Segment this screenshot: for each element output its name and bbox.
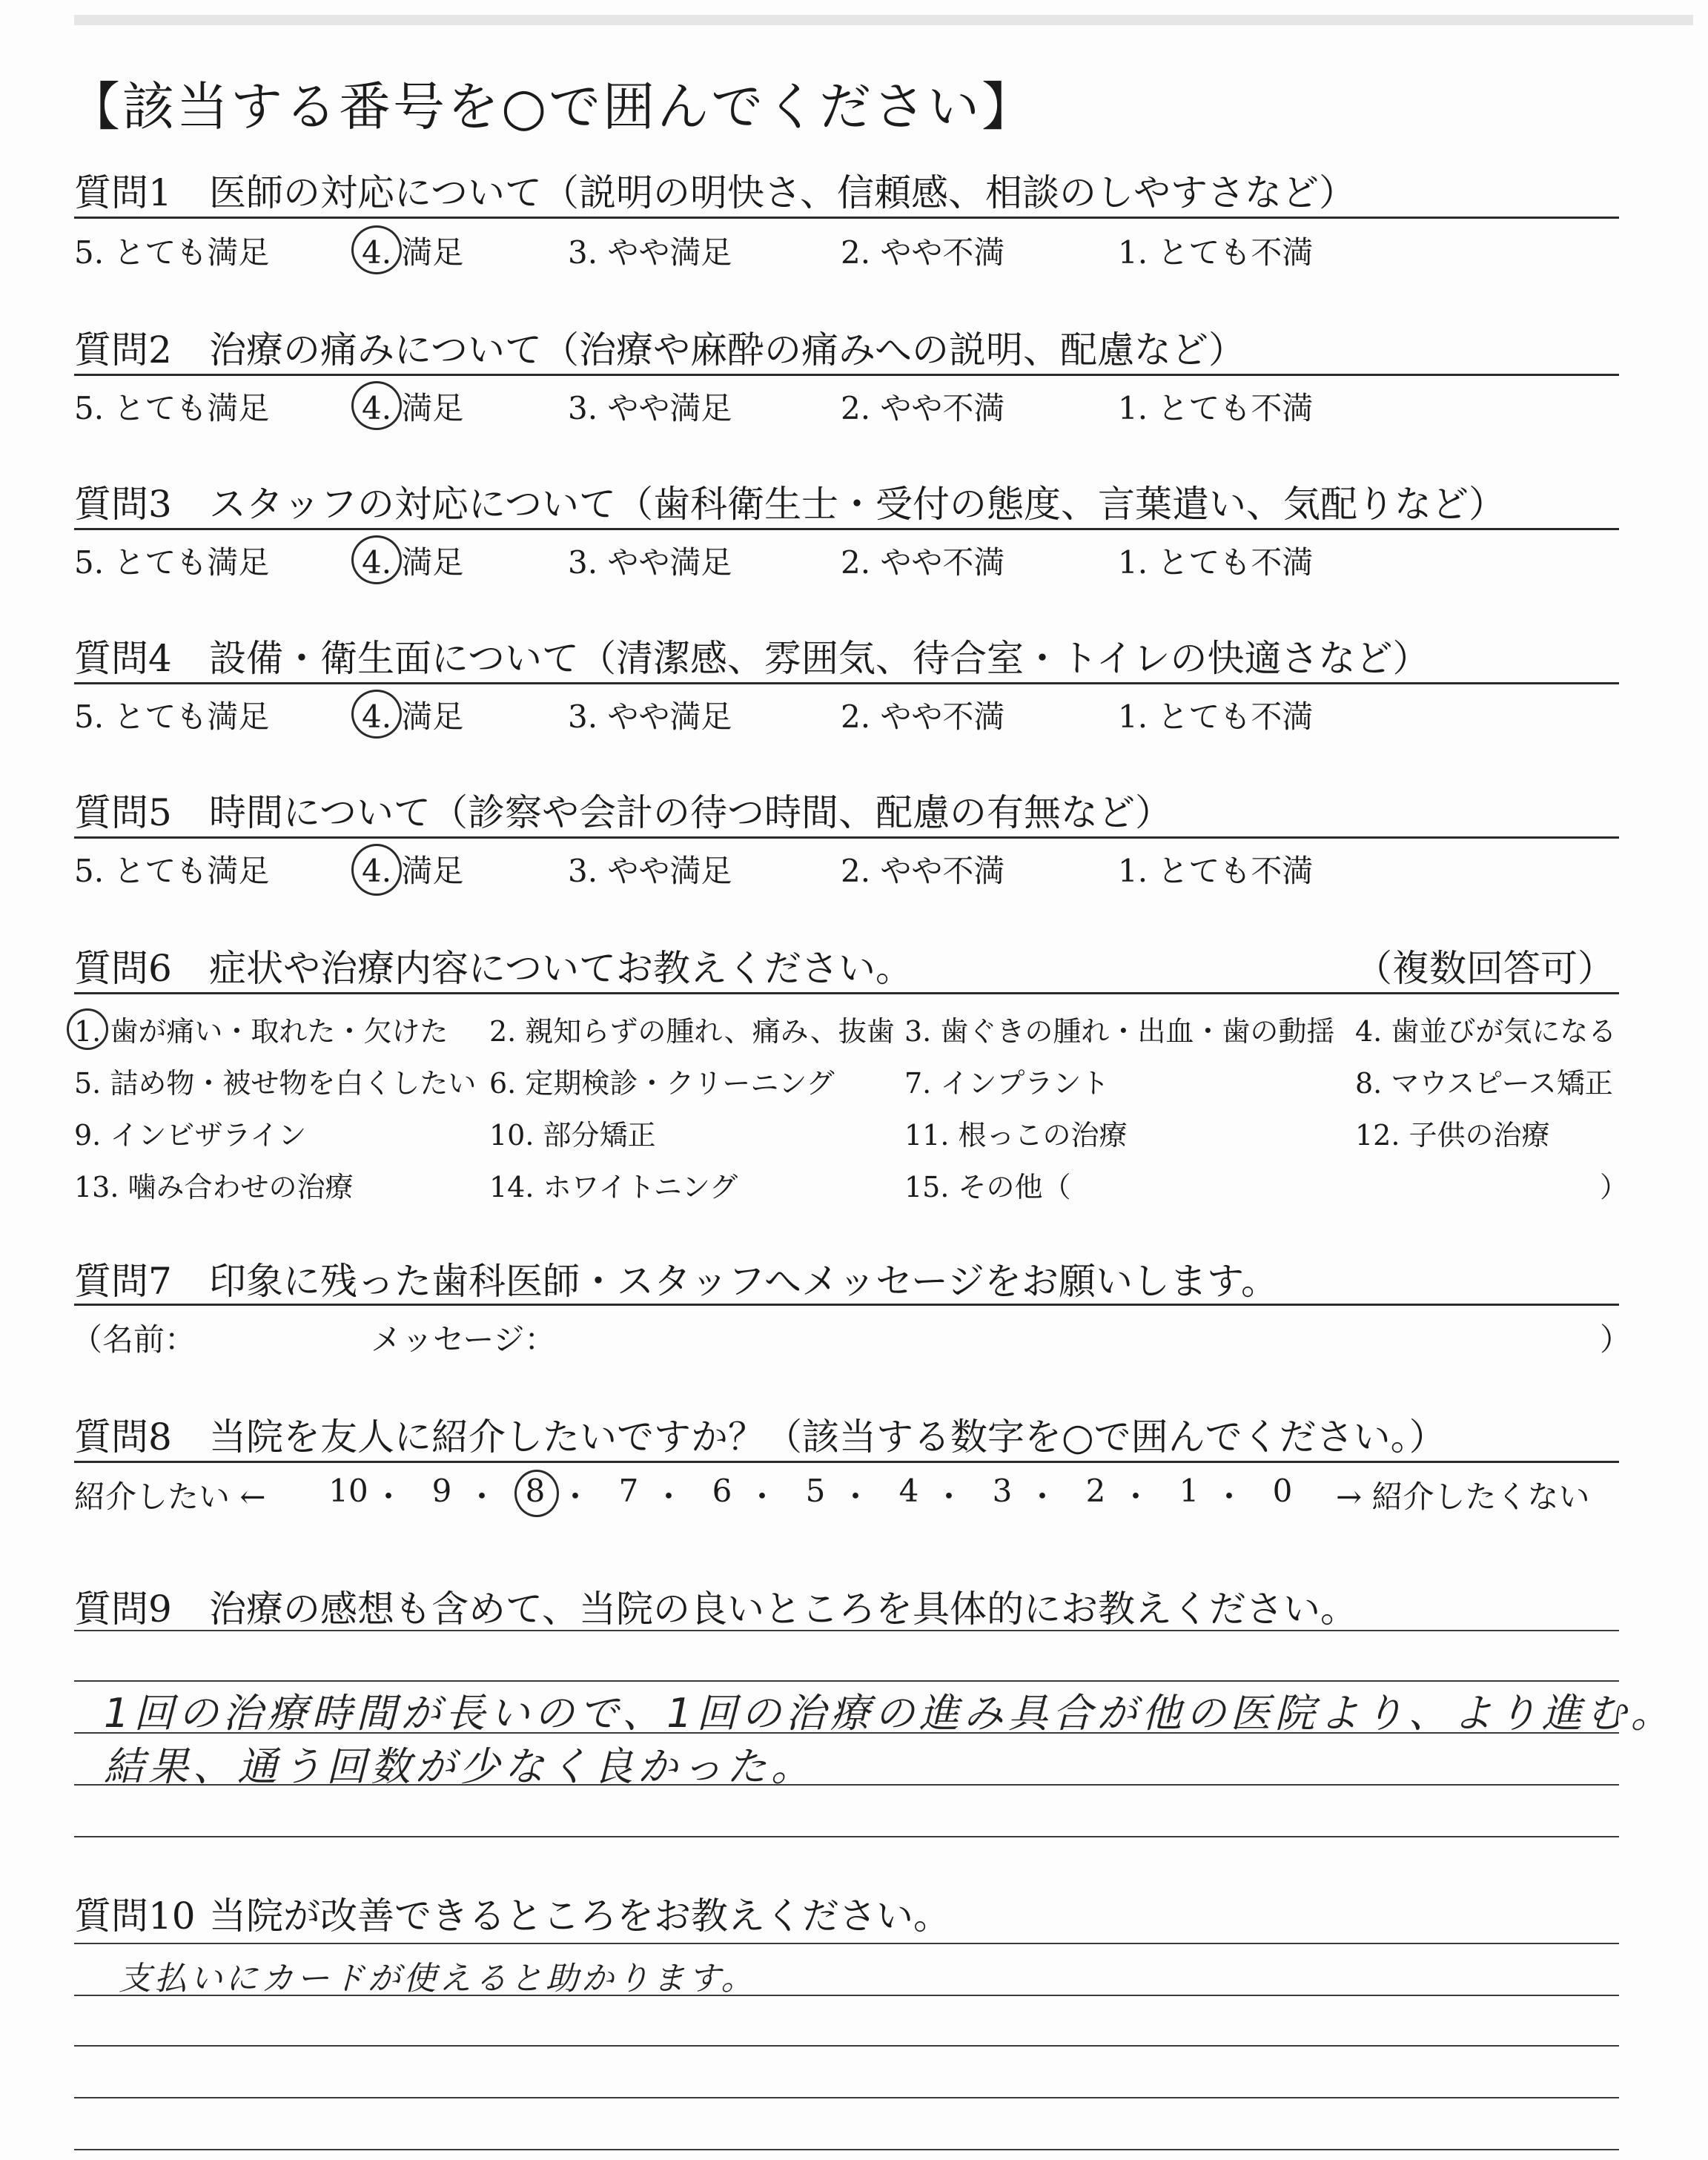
q3-option-3[interactable]: 3. やや満足 (568, 544, 732, 581)
q5-option-4[interactable]: 4. 満足 (362, 853, 464, 889)
question-6-text: 症状や治療内容についてお教えください。 (209, 947, 913, 990)
q3-selected-circle (351, 535, 402, 584)
q3-option-1[interactable]: 1. とても不満 (1118, 544, 1314, 581)
q6-item-7[interactable]: 7. インプラント (904, 1067, 1110, 1100)
q8-scale-separator: ・ (560, 1479, 592, 1515)
question-5-title (74, 783, 1172, 836)
q6-item-9[interactable]: 9. インビザライン (74, 1119, 307, 1152)
question-7-title (74, 1252, 1278, 1305)
q8-scale-7[interactable]: 7 (618, 1473, 639, 1509)
q2-option-2[interactable]: 2. やや不満 (841, 390, 1005, 426)
question-3-title (74, 475, 1506, 528)
q8-scale-separator: ・ (747, 1479, 778, 1515)
q4-selected-circle (351, 690, 402, 739)
q3-option-5[interactable]: 5. とても満足 (74, 544, 270, 581)
q7-message-label: メッセージ： (371, 1321, 556, 1358)
question-9-label: 質問9 (74, 1588, 172, 1631)
question-4-label: 質問4 (74, 637, 172, 680)
q8-scale-separator: ・ (373, 1479, 405, 1515)
question-10-text: 当院が改善できるところをお教えください。 (209, 1895, 950, 1938)
q8-left-label: 紹介したい ← (74, 1479, 266, 1515)
q10-line-4 (74, 2097, 1619, 2098)
question-8-label: 質問8 (74, 1416, 172, 1459)
question-9-text: 治療の感想も含めて、当院の良いところを具体的にお教えください。 (209, 1588, 1357, 1631)
q8-scale-separator: ・ (1214, 1479, 1245, 1515)
q1-selected-circle (351, 225, 402, 274)
question-2-rule (74, 374, 1619, 376)
form-title: 【該当する番号を○で囲んでください】 (68, 76, 1036, 137)
q8-scale-separator: ・ (653, 1479, 685, 1515)
q8-scale-separator: ・ (840, 1479, 872, 1515)
question-6-label: 質問6 (74, 947, 172, 990)
q6-item-5[interactable]: 5. 詰め物・被せ物を白くしたい (74, 1067, 477, 1100)
question-1-rule (74, 217, 1619, 219)
q4-option-3[interactable]: 3. やや満足 (568, 698, 732, 735)
question-10-label: 質問10 (74, 1895, 196, 1938)
q2-selected-circle (351, 381, 402, 430)
q10-line-3 (74, 2045, 1619, 2047)
q9-line-1 (74, 1630, 1619, 1631)
q6-item-13[interactable]: 13. 噛み合わせの治療 (74, 1171, 354, 1203)
q4-option-2[interactable]: 2. やや不満 (841, 698, 1005, 735)
q8-scale-1[interactable]: 1 (1179, 1473, 1199, 1509)
question-1-title (74, 163, 1356, 217)
q9-handwritten-answer-1: 1回の治療時間が長いので、1回の治療の進み具合が他の医院より、より進む。 (104, 1690, 1675, 1737)
question-6-title (74, 939, 913, 992)
q8-scale-separator: ・ (933, 1479, 965, 1515)
question-4-title (74, 629, 1430, 682)
question-2-title (74, 320, 1245, 374)
q2-option-1[interactable]: 1. とても不満 (1118, 390, 1314, 426)
q9-line-5 (74, 1836, 1619, 1837)
q3-option-4[interactable]: 4. 満足 (362, 544, 464, 581)
question-10-title (74, 1886, 950, 1940)
q7-name-label: （名前： (71, 1321, 196, 1358)
q6-item-10[interactable]: 10. 部分矯正 (489, 1119, 656, 1152)
q1-option-3[interactable]: 3. やや満足 (568, 234, 732, 271)
q6-item-6[interactable]: 6. 定期検診・クリーニング (489, 1067, 835, 1100)
question-7-label: 質問7 (74, 1260, 172, 1303)
question-2-label: 質問2 (74, 328, 172, 371)
q8-scale-2[interactable]: 2 (1085, 1473, 1106, 1509)
q8-scale-3[interactable]: 3 (992, 1473, 1013, 1509)
q10-line-1 (74, 1943, 1619, 1944)
question-8-text: 当院を友人に紹介したいですか？（該当する数字を○で囲んでください。） (209, 1416, 1446, 1459)
q6-item-12[interactable]: 12. 子供の治療 (1355, 1119, 1550, 1152)
q2-option-4[interactable]: 4. 満足 (362, 390, 464, 426)
q8-scale-9[interactable]: 9 (431, 1473, 452, 1509)
question-2-text: 治療の痛みについて（治療や麻酔の痛みへの説明、配慮など） (209, 328, 1245, 371)
question-6-rule (74, 992, 1619, 994)
q6-selected-circle (67, 1008, 108, 1050)
q5-option-5[interactable]: 5. とても満足 (74, 853, 270, 889)
q6-other-close-paren: ） (1600, 1171, 1629, 1203)
q7-close-paren: ） (1600, 1321, 1632, 1358)
q6-item-3[interactable]: 3. 歯ぐきの腫れ・出血・歯の動揺 (904, 1015, 1335, 1048)
q8-scale-separator: ・ (1120, 1479, 1152, 1515)
q8-scale-6[interactable]: 6 (712, 1473, 732, 1509)
q8-scale-4[interactable]: 4 (898, 1473, 919, 1509)
question-1-text: 医師の対応について（説明の明快さ、信頼感、相談のしやすさなど） (209, 171, 1356, 214)
question-5-label: 質問5 (74, 791, 172, 834)
q1-option-5[interactable]: 5. とても満足 (74, 234, 270, 271)
q6-item-1[interactable]: 1. 歯が痛い・取れた・欠けた (74, 1015, 448, 1048)
q8-selected-circle (514, 1470, 559, 1517)
question-8-rule (74, 1461, 1619, 1463)
q4-option-5[interactable]: 5. とても満足 (74, 698, 270, 735)
q9-handwritten-answer-2: 結果、通う回数が少なく良かった。 (104, 1743, 815, 1790)
q6-item-14[interactable]: 14. ホワイトニング (489, 1171, 738, 1203)
q8-scale-separator: ・ (1027, 1479, 1059, 1515)
question-3-rule (74, 528, 1619, 530)
q10-handwritten-answer-1: 支払いにカードが使えると助かります。 (119, 1960, 757, 1998)
q3-option-2[interactable]: 2. やや不満 (841, 544, 1005, 581)
question-7-rule (74, 1304, 1619, 1306)
q4-option-4[interactable]: 4. 満足 (362, 698, 464, 735)
q8-right-label: → 紹介したくない (1336, 1479, 1590, 1515)
q5-option-2[interactable]: 2. やや不満 (841, 853, 1005, 889)
q1-option-4[interactable]: 4. 満足 (362, 234, 464, 271)
question-6-note: （複数回答可） (1355, 947, 1615, 990)
q6-item-8[interactable]: 8. マウスピース矯正 (1355, 1067, 1613, 1100)
question-8-title (74, 1407, 1446, 1461)
question-1-label: 質問1 (74, 171, 172, 214)
question-3-text: スタッフの対応について（歯科衛生士・受付の態度、言葉遣い、気配りなど） (209, 483, 1506, 526)
q1-option-1[interactable]: 1. とても不満 (1118, 234, 1314, 271)
q8-scale-5[interactable]: 5 (805, 1473, 826, 1509)
question-5-text: 時間について（診察や会計の待つ時間、配慮の有無など） (209, 791, 1172, 834)
q6-item-15[interactable]: 15. その他（ (904, 1171, 1071, 1203)
q6-item-2[interactable]: 2. 親知らずの腫れ、痛み、抜歯 (489, 1015, 895, 1048)
q5-option-3[interactable]: 3. やや満足 (568, 853, 732, 889)
q6-item-4[interactable]: 4. 歯並びが気になる (1355, 1015, 1617, 1048)
q8-scale-separator: ・ (466, 1479, 498, 1515)
top-scan-edge (74, 15, 1693, 25)
q5-selected-circle (351, 844, 402, 896)
question-5-rule (74, 836, 1619, 839)
q8-scale-0[interactable]: 0 (1272, 1473, 1293, 1509)
q5-option-1[interactable]: 1. とても不満 (1118, 853, 1314, 889)
q8-scale-8[interactable]: 8 (525, 1473, 546, 1509)
question-4-rule (74, 682, 1619, 684)
q2-option-3[interactable]: 3. やや満足 (568, 390, 732, 426)
q2-option-5[interactable]: 5. とても満足 (74, 390, 270, 426)
question-3-label: 質問3 (74, 483, 172, 526)
question-4-text: 設備・衛生面について（清潔感、雰囲気、待合室・トイレの快適さなど） (209, 637, 1430, 680)
question-9-title (74, 1579, 1357, 1633)
q1-option-2[interactable]: 2. やや不満 (841, 234, 1005, 271)
q10-line-5 (74, 2149, 1619, 2150)
q8-scale-10[interactable]: 10 (328, 1473, 368, 1509)
q4-option-1[interactable]: 1. とても不満 (1118, 698, 1314, 735)
q6-item-11[interactable]: 11. 根っこの治療 (904, 1119, 1128, 1152)
question-7-text: 印象に残った歯科医師・スタッフへメッセージをお願いします。 (209, 1260, 1278, 1303)
